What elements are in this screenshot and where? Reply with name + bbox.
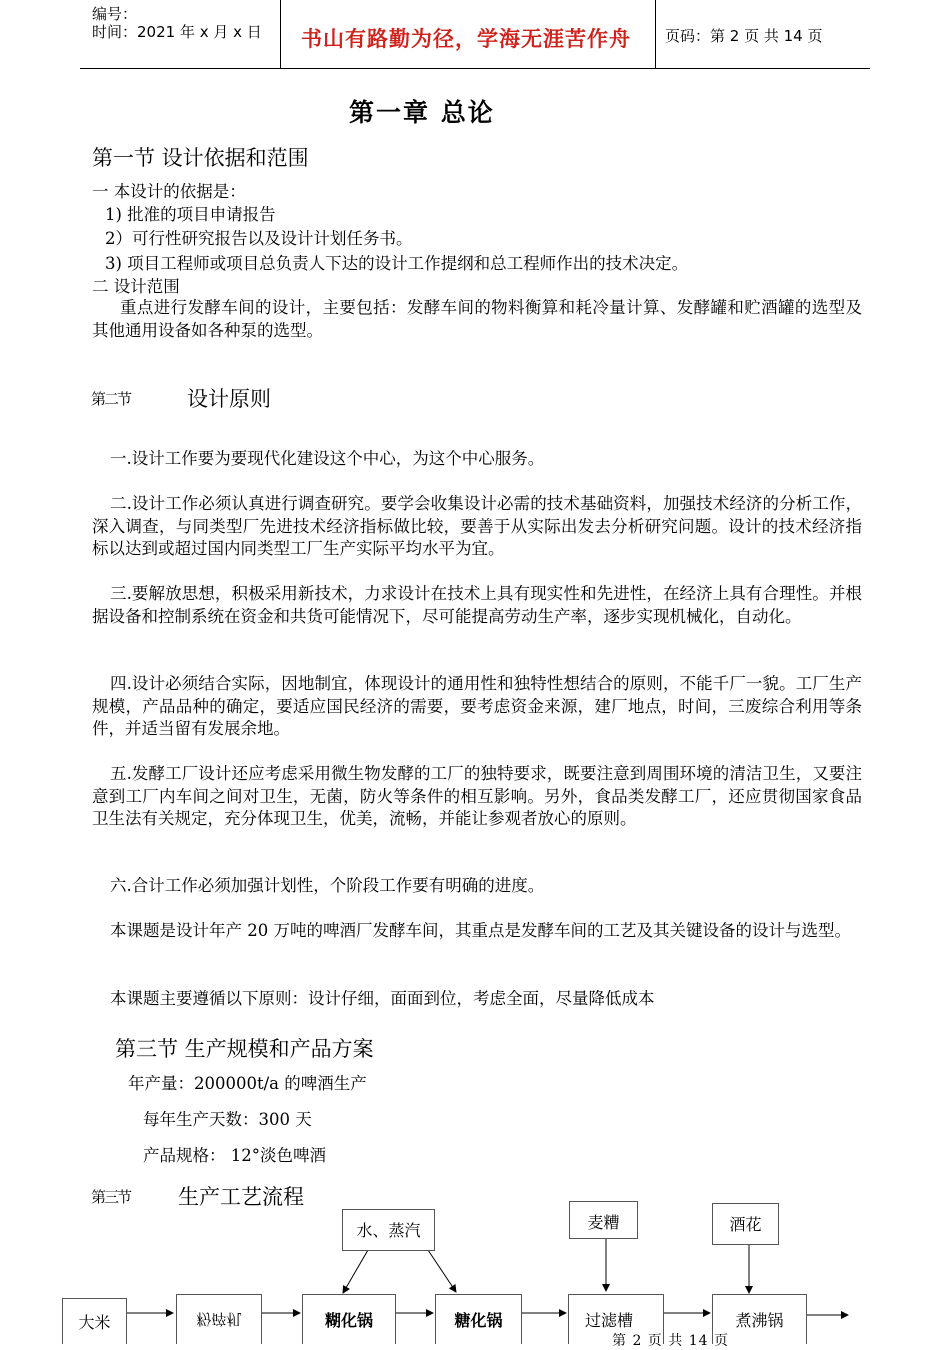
principle-paragraph: 五.发酵工厂设计还应考虑采用微生物发酵的工厂的独特要求，既要注意到周围环境的清洁卫生，又要注意到工厂内车间之间对卫生，无菌，防火等条件的相互影响。另外，食品类发酵工厂，还应贯彻国家食品卫生法有关规定，充分体现卫生，优美，流畅，并能让参观者放心的原则。	[92, 764, 862, 828]
flow-box-boil-kettle: 煮沸锅	[712, 1294, 807, 1344]
header-motto: 书山有路勤为径，学海无涯苦作舟	[301, 26, 631, 51]
footer-page-number: 第 2 页 共 14 页	[612, 1333, 729, 1349]
flow-box-hops: 酒花	[712, 1203, 779, 1245]
flow-box-malt-grains: 麦糟	[569, 1201, 638, 1239]
production-days: 每年生产天数：300 天	[143, 1110, 312, 1129]
header-page-number: 页码：第 2 页 共 14 页	[665, 27, 823, 45]
principle-paragraph: 三.要解放思想，积极采用新技术，力求设计在技术上具有现实性和先进性，在经济上具有合理性。并根据设备和控制系统在资金和共货可能情况下，尽可能提高劳动生产率，逐步实现机械化，自动化。	[92, 584, 862, 626]
section-title: 设计原则	[187, 387, 271, 411]
section-label: 第三节	[91, 1188, 131, 1206]
flow-box-liquefaction: 糊化锅	[302, 1294, 396, 1344]
basis-item: 1) 批准的项目申请报告	[105, 205, 276, 224]
principle-paragraph: 本课题主要遵循以下原则：设计仔细，面面到位，考虑全面，尽量降低成本	[110, 989, 655, 1008]
principle-paragraph: 四.设计必须结合实际，因地制宜，体现设计的通用性和独特性想结合的原则，不能千厂一貌。工厂生产规模，产品品种的确定，要适应国民经济的需要，要考虑资金来源，建厂地点，时间，三废综合利用等条件，并适当留有发展余地。	[92, 674, 862, 738]
flow-arrow	[343, 1250, 368, 1293]
principle-paragraph: 二.设计工作必须认真进行调查研究。要学会收集设计必需的技术基础资料，加强技术经济的分析工作，深入调查，与同类型厂先进技术经济指标做比较，要善于从实际出发去分析研究问题。设计的技术经济指标以达到或超过国内同类型工厂生产实际平均水平为宜。	[92, 494, 862, 558]
section-title: 第一节 设计依据和范围	[92, 146, 309, 170]
basis-heading: 一 本设计的依据是：	[92, 182, 246, 201]
flow-box-saccharification: 糖化锅	[435, 1294, 522, 1344]
scope-paragraph: 重点进行发酵车间的设计，主要包括：发酵车间的物料衡算和耗冷量计算、发酵罐和贮酒罐的选型及其他通用设备如各种泵的选型。	[92, 298, 862, 340]
product-spec: 产品规格： 12°淡色啤酒	[143, 1146, 326, 1165]
flow-box-lauter-tun: 过滤槽	[568, 1294, 664, 1344]
basis-item: 3) 项目工程师或项目总负责人下达的设计工作提纲和总工程师作出的技术决定。	[105, 254, 689, 273]
principle-paragraph: 一.设计工作要为要现代化建设这个中心，为这个中心服务。	[110, 449, 545, 468]
section-title: 第三节 生产规模和产品方案	[115, 1037, 374, 1061]
flow-box-crusher	[176, 1294, 262, 1344]
annual-output: 年产量：200000t/a 的啤酒生产	[128, 1074, 367, 1093]
section-label: 第二节	[91, 390, 131, 408]
scope-heading: 二 设计范围	[92, 277, 180, 296]
document-date-label: 时间：2021 年 x 月 x 日	[92, 23, 262, 41]
chapter-title: 第一章 总论	[349, 98, 495, 127]
principle-paragraph: 六.合计工作必须加强计划性，个阶段工作要有明确的进度。	[110, 876, 545, 895]
section-title: 生产工艺流程	[178, 1185, 304, 1209]
flow-box-crusher-label: 粉碎机	[196, 1310, 242, 1328]
flow-box-water-steam: 水、蒸汽	[342, 1209, 435, 1251]
basis-item: 2）可行性研究报告以及设计计划任务书。	[105, 229, 413, 248]
flow-arrow	[428, 1250, 456, 1292]
principle-paragraph: 本课题是设计年产 20 万吨的啤酒厂发酵车间，其重点是发酵车间的工艺及其关键设备的设计与选型。	[110, 921, 851, 940]
flow-box-rice: 大米	[62, 1298, 127, 1344]
document-number-label: 编号：	[92, 5, 138, 23]
